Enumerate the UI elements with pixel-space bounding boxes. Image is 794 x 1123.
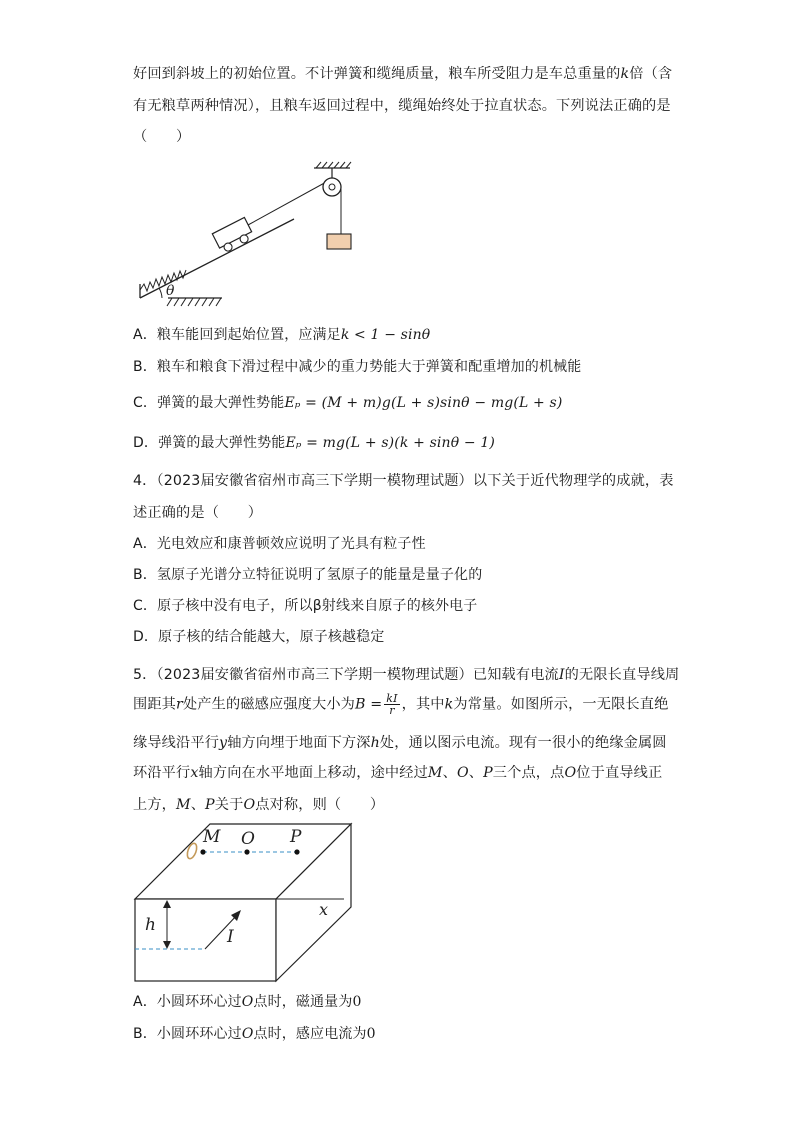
fraction-numerator: kI bbox=[386, 692, 398, 705]
q5-current-symbol: I bbox=[558, 667, 565, 683]
q3-stem-line-1 bbox=[133, 64, 673, 84]
grain-cart bbox=[212, 217, 255, 254]
q3-stem-text-end: 倍（含 bbox=[629, 66, 673, 82]
q5-h-symbol: h bbox=[370, 735, 380, 751]
q3-option-a-formula: k < 1 − sinθ bbox=[340, 327, 431, 343]
q3-option-d-text: D．弹簧的最大弹性势能 bbox=[133, 435, 286, 451]
q4-stem-line-1: 4．（2023届安徽省宿州市高三下学期一模物理试题）以下关于近代物理学的成就，表 bbox=[133, 473, 674, 489]
q3-option-c-formula: Eₚ = (M + m)g(L + s)sinθ − mg(L + s) bbox=[284, 395, 563, 411]
point-p bbox=[294, 849, 299, 854]
fraction-denominator: r bbox=[389, 704, 395, 717]
q3-option-c[interactable] bbox=[133, 393, 673, 413]
q5-r-symbol: r bbox=[176, 696, 183, 713]
q5-text: 点对称，则（ ） bbox=[255, 797, 385, 813]
q5-text: 轴方向埋于地面下方深 bbox=[227, 735, 371, 751]
q3-answer-paren: （ ） bbox=[133, 129, 191, 145]
q3-option-b[interactable]: B．粮车和粮食下滑过程中减少的重力势能大于弹簧和配重增加的机械能 bbox=[133, 359, 582, 375]
q5-text: 围距其 bbox=[133, 696, 177, 713]
current-label: I bbox=[227, 927, 234, 947]
q5-text: 、 bbox=[190, 797, 206, 813]
q5-text: 位于直导线正 bbox=[576, 765, 663, 781]
q5-option-a-text: A．小圆环环心过 bbox=[133, 994, 242, 1010]
q5-b-symbol: B = bbox=[355, 696, 383, 713]
depth-label: h bbox=[145, 915, 156, 935]
box-front-face bbox=[135, 899, 276, 981]
q5-text: 处，通以图示电流。现有一很小的绝缘金属圆 bbox=[379, 735, 667, 751]
q5-text: 处产生的磁感应强度大小为 bbox=[182, 696, 356, 713]
q5-stem-line-4 bbox=[133, 763, 673, 783]
q5-m-symbol: M bbox=[427, 765, 443, 781]
q5-p-symbol: P bbox=[483, 765, 493, 781]
q3-incline-figure bbox=[136, 160, 376, 310]
q5-y-symbol: y bbox=[219, 735, 228, 751]
q5-option-b[interactable] bbox=[133, 1024, 673, 1044]
point-o-label: O bbox=[241, 829, 255, 849]
x-axis-label: x bbox=[319, 900, 329, 919]
q5-text: 环沿平行 bbox=[133, 765, 191, 781]
q5-option-b-value: 0 bbox=[366, 1026, 376, 1042]
ground-hatch bbox=[167, 298, 221, 306]
q5-o-symbol: O bbox=[243, 797, 256, 813]
point-p-label: P bbox=[290, 827, 302, 847]
q5-k-symbol: k bbox=[444, 696, 454, 713]
q5-text: 的无限长直导线周 bbox=[564, 667, 680, 683]
q5-option-a-text: 点时，磁通量为 bbox=[253, 994, 353, 1010]
q5-x-symbol: x bbox=[190, 765, 199, 781]
q4-option-d[interactable]: D．原子核的结合能越大，原子核越稳定 bbox=[133, 629, 385, 645]
q3-stem-text: 好回到斜坡上的初始位置。不计弹簧和缆绳质量，粮车所受阻力是车总重量的 bbox=[133, 66, 621, 82]
q5-m-symbol: M bbox=[176, 797, 191, 813]
point-m bbox=[200, 849, 205, 854]
q3-option-d[interactable] bbox=[133, 433, 673, 453]
q4-option-b[interactable]: B．氢原子光谱分立特征说明了氢原子的能量是量子化的 bbox=[133, 567, 483, 583]
q5-option-a[interactable] bbox=[133, 992, 673, 1012]
q5-text: 、 bbox=[468, 765, 484, 781]
q3-option-d-formula: Eₚ = mg(L + s)(k + sinθ − 1) bbox=[285, 435, 496, 451]
q3-option-a[interactable] bbox=[133, 325, 673, 345]
q5-stem-line-2 bbox=[133, 693, 673, 716]
q5-box-figure bbox=[133, 822, 363, 987]
pulley-axle bbox=[329, 184, 335, 190]
ceiling-hatch bbox=[316, 162, 351, 168]
q4-stem-line-2: 述正确的是（ ） bbox=[133, 505, 263, 521]
q5-text: 轴方向在水平地面上移动，途中经过 bbox=[198, 765, 428, 781]
q3-option-a-text: A．粮车能回到起始位置，应满足 bbox=[133, 327, 341, 343]
point-m-label: M bbox=[203, 827, 221, 847]
q3-k-symbol: k bbox=[620, 66, 630, 82]
q4-option-a[interactable]: A．光电效应和康普顿效应说明了光具有粒子性 bbox=[133, 536, 426, 552]
q5-o-symbol: O bbox=[456, 765, 469, 781]
point-o bbox=[244, 849, 249, 854]
q5-option-b-text: B．小圆环环心过 bbox=[133, 1026, 242, 1042]
q5-stem-line-1 bbox=[133, 665, 680, 685]
rope-incline bbox=[248, 181, 328, 225]
q5-text: 上方， bbox=[133, 797, 177, 813]
q5-option-a-value: 0 bbox=[352, 994, 362, 1010]
q5-text: ，其中 bbox=[401, 696, 445, 713]
q5-text: 、 bbox=[442, 765, 457, 781]
q4-option-c[interactable]: C．原子核中没有电子，所以β射线来自原子的核外电子 bbox=[133, 598, 478, 614]
q5-o-symbol: O bbox=[241, 1026, 254, 1042]
q5-text: 为常量。如图所示，一无限长直绝 bbox=[453, 696, 669, 713]
q5-o-symbol: O bbox=[241, 994, 254, 1010]
q5-text: 缘导线沿平行 bbox=[133, 735, 220, 751]
q5-option-b-text: 点时，感应电流为 bbox=[253, 1026, 367, 1042]
q3-stem-line-2: 有无粮草两种情况），且粮车返回过程中，缆绳始终处于拉直状态。下列说法正确的是 bbox=[133, 98, 671, 114]
q5-o-symbol: O bbox=[564, 765, 577, 781]
q5-stem-line-3 bbox=[133, 733, 673, 753]
counterweight bbox=[327, 234, 351, 249]
q5-text: 5．（2023届安徽省宿州市高三下学期一模物理试题）已知载有电流 bbox=[133, 667, 559, 683]
q5-fraction bbox=[384, 693, 399, 716]
spring bbox=[140, 270, 186, 291]
q3-option-c-text: C．弹簧的最大弹性势能 bbox=[133, 395, 285, 411]
theta-arc bbox=[159, 288, 162, 298]
theta-label: θ bbox=[166, 283, 175, 299]
q5-text: 关于 bbox=[214, 797, 244, 813]
q5-stem-line-5 bbox=[133, 795, 673, 815]
q5-text: 三个点，点 bbox=[492, 765, 565, 781]
q5-p-symbol: P bbox=[205, 797, 215, 813]
